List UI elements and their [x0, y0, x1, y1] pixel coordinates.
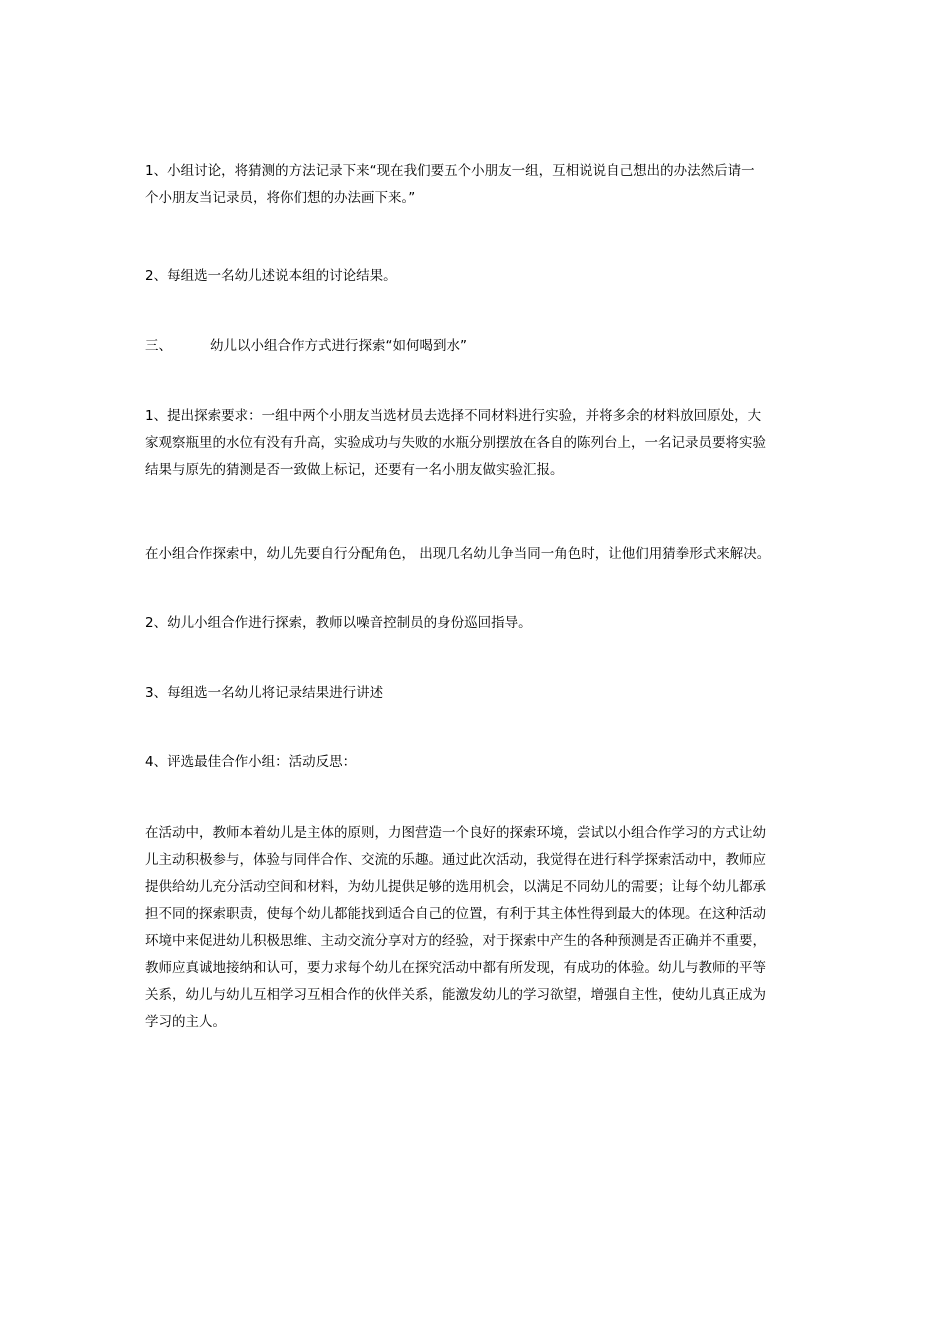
- text-line: 在小组合作探索中，幼儿先要自行分配角色， 出现几名幼儿争当同一角色时，让他们用猜拳形式来解决。: [145, 546, 771, 562]
- text-line: 3、每组选一名幼儿将记录结果进行讲述: [145, 685, 384, 701]
- text-line: 4、评选最佳合作小组：活动反思：: [145, 754, 357, 770]
- heading-number: 三、: [145, 338, 172, 354]
- text-line: 环境中来促进幼儿积极思维、主动交流分享对方的经验，对于探索中产生的各种预测是否正确并不重要，: [145, 933, 766, 949]
- paragraph-exploration-requirements: [145, 403, 807, 484]
- text-line: 1、小组讨论，将猜测的方法记录下来“现在我们要五个小朋友一组，互相说说自己想出的办法然后请一: [145, 163, 755, 179]
- text-line: 教师应真诚地接纳和认可，要力求每个幼儿在探究活动中都有所发现，有成功的体验。幼儿与教师的平等: [145, 960, 766, 976]
- text-line: 家观察瓶里的水位有没有升高，实验成功与失败的水瓶分别摆放在各自的陈列台上，一名记录员要将实验: [145, 435, 766, 451]
- text-line: 个小朋友当记录员，将你们想的办法画下来。”: [145, 190, 416, 206]
- text-line: 关系，幼儿与幼儿互相学习互相合作的伙伴关系，能激发幼儿的学习欲望，增强自主性，使幼儿真正成为: [145, 987, 766, 1003]
- text-line: 2、幼儿小组合作进行探索，教师以噪音控制员的身份巡回指导。: [145, 615, 532, 631]
- paragraph-record-presentation: [145, 680, 807, 707]
- text-line: 2、每组选一名幼儿述说本组的讨论结果。: [145, 268, 397, 284]
- paragraph-role-assignment: [145, 541, 807, 568]
- paragraph-reflection: [145, 820, 807, 1036]
- text-line: 在活动中，教师本着幼儿是主体的原则，力图营造一个良好的探索环境，尝试以小组合作学习的方式让幼: [145, 825, 766, 841]
- text-line: 儿主动积极参与，体验与同伴合作、交流的乐趣。通过此次活动，我觉得在进行科学探索活动中，教师应: [145, 852, 766, 868]
- text-line: 提供给幼儿充分活动空间和材料，为幼儿提供足够的选用机会，以满足不同幼儿的需要；让每个幼儿都承: [145, 879, 766, 895]
- paragraph-group-exploration: [145, 610, 807, 637]
- paragraph-group-discussion: [145, 158, 807, 212]
- text-line: 结果与原先的猜测是否一致做上标记，还要有一名小朋友做实验汇报。: [145, 462, 564, 478]
- paragraph-best-group: [145, 749, 807, 776]
- section-heading-three: [145, 333, 807, 360]
- text-line: 学习的主人。: [145, 1014, 226, 1030]
- text-line: 担不同的探索职责，使每个幼儿都能找到适合自己的位置，有利于其主体性得到最大的体现。在这种活动: [145, 906, 766, 922]
- heading-text: 幼儿以小组合作方式进行探索“如何喝到水”: [210, 338, 467, 354]
- paragraph-report-results: [145, 263, 807, 290]
- text-line: 1、提出探索要求：一组中两个小朋友当选材员去选择不同材料进行实验，并将多余的材料放回原处，大: [145, 408, 762, 424]
- heading-line: [145, 333, 807, 360]
